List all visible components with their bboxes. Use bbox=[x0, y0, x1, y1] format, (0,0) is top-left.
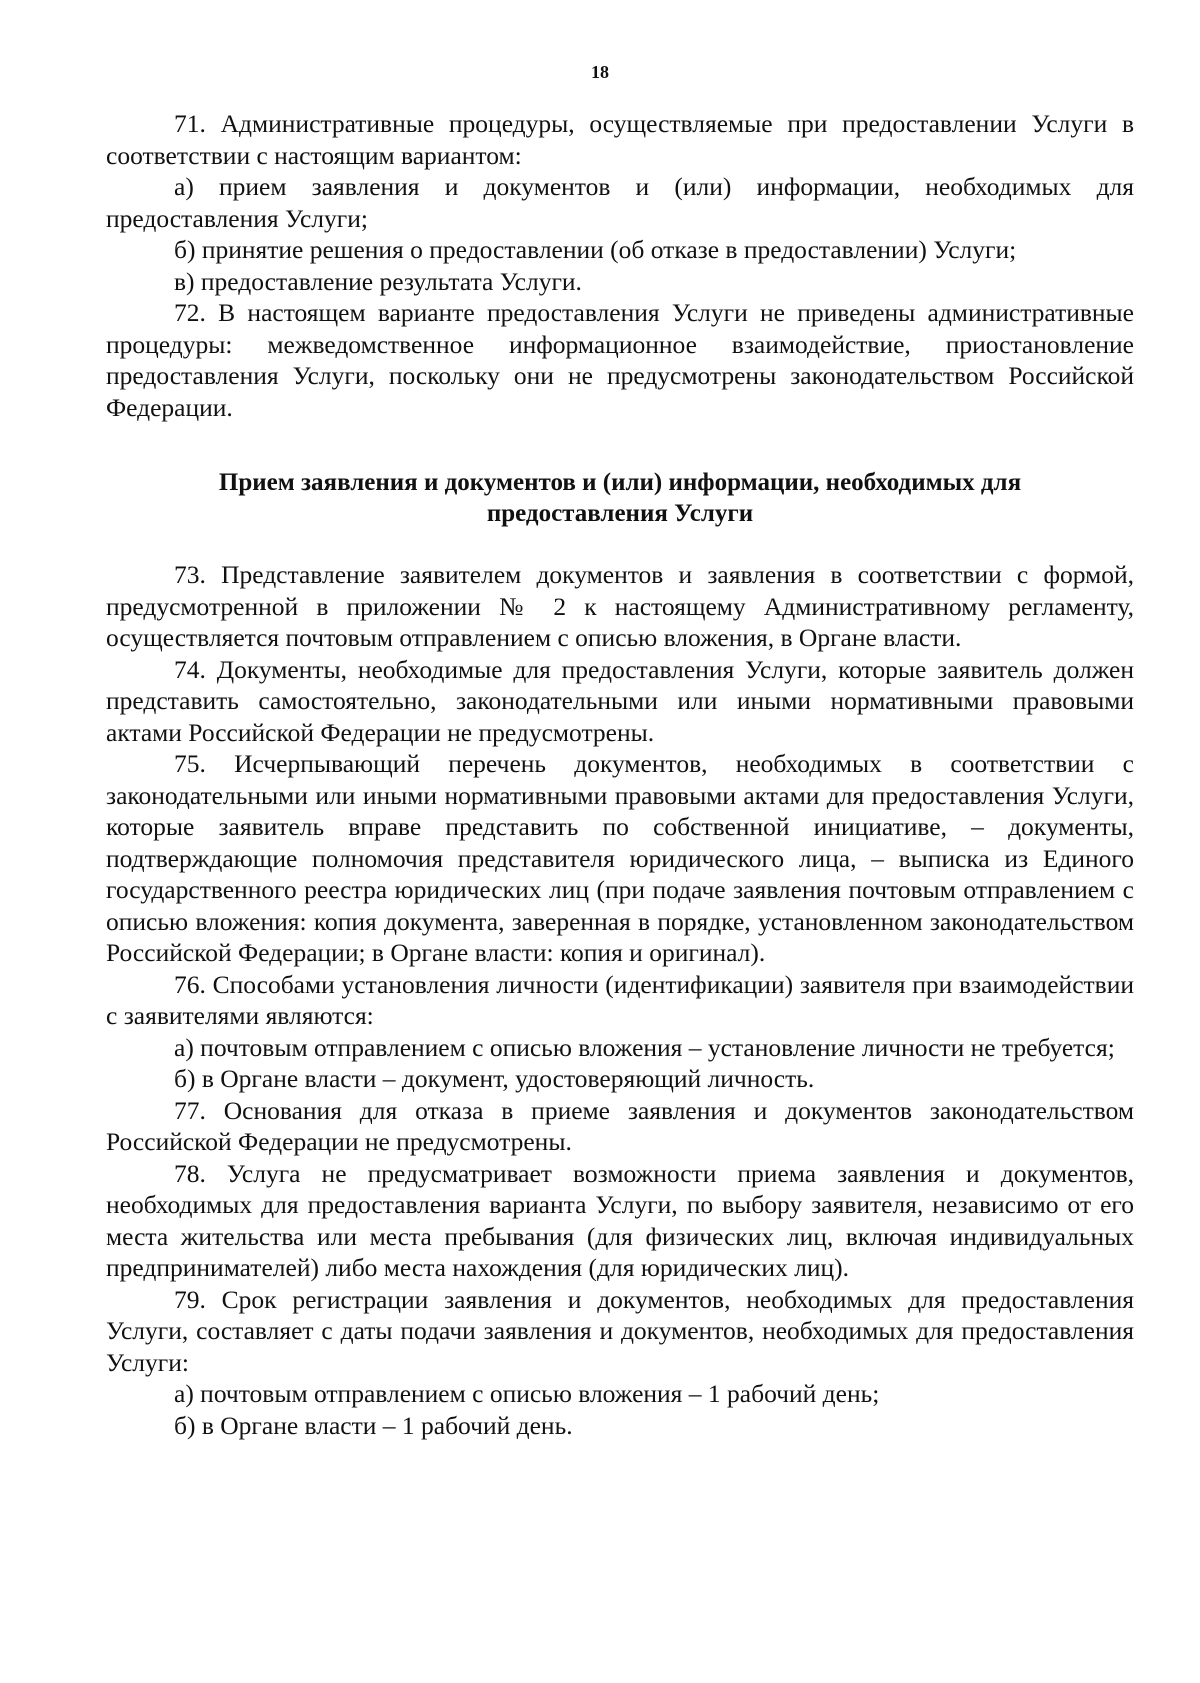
list-item-a: а) прием заявления и документов и (или) информации, необходимых для предоставления Услуги; bbox=[106, 172, 1134, 233]
paragraph-74: 74. Документы, необходимые для предоставления Услуги, которые заявитель должен представить самостоятельно, законодательными или иными нормативными правовыми актами Российской Федерации не предусмотрены. bbox=[106, 654, 1134, 747]
section-heading: Прием заявления и документов и (или) информации, необходимых для предоставления Услуги bbox=[218, 469, 1022, 527]
list-item-c: в) предоставление результата Услуги. bbox=[174, 266, 582, 296]
paragraph-72: 72. В настоящем варианте предоставления Услуги не приведены административные процедуры: межведомственное информационное взаимодействие, приостановление предоставления Услуги, поскольку они не предусмотрены законодательством Российской Федерации. bbox=[106, 298, 1134, 422]
paragraph-75: 75. Исчерпывающий перечень документов, необходимых в соответствии с законодательными или иными нормативными правовыми актами для предоставления Услуги, которые заявитель вправе представить по собственной инициативе, – документы, подтверждающие полномочия представителя юридического лица, – выписка из Единого государственного реестра юридических лиц (при подаче заявления почтовым отправлением с описью вложения: копия документа, заверенная в порядке, установленном законодательством Российской Федерации; в Органе власти: копия и оригинал). bbox=[106, 749, 1134, 967]
list-item-b: б) принятие решения о предоставлении (об отказе в предоставлении) Услуги; bbox=[174, 235, 1017, 264]
paragraph-77: 77. Основания для отказа в приеме заявления и документов законодательством Российской Федерации не предусмотрены. bbox=[106, 1095, 1134, 1156]
list-item-a: а) почтовым отправлением с описью вложения – 1 рабочий день; bbox=[174, 1379, 880, 1408]
paragraph-73: 73. Представление заявителем документов и заявления в соответствии с формой, предусмотренной в приложении № 2 к настоящему Административному регламенту, осуществляется почтовым отправлением с описью вложения, в Органе власти. bbox=[106, 560, 1134, 652]
list-item-a: а) почтовым отправлением с описью вложения – установление личности не требуется; bbox=[174, 1032, 1115, 1062]
list-item-b: б) в Органе власти – 1 рабочий день. bbox=[174, 1410, 573, 1440]
paragraph-71: 71. Административные процедуры, осуществляемые при предоставлении Услуги в соответствии с настоящим вариантом: bbox=[106, 109, 1134, 170]
document-body bbox=[106, 108, 1134, 1441]
page-number: 18 bbox=[591, 62, 609, 82]
paragraph-79: 79. Срок регистрации заявления и документов, необходимых для предоставления Услуги, составляет с даты подачи заявления и документов, необходимых для предоставления Услуги: bbox=[106, 1284, 1134, 1377]
paragraph-78: 78. Услуга не предусматривает возможности приема заявления и документов, необходимых для предоставления варианта Услуги, по выбору заявителя, независимо от его места жительства или места пребывания (для физических лиц, включая индивидуальных предпринимателей) либо места нахождения (для юридических лиц). bbox=[106, 1158, 1134, 1282]
paragraph-76: 76. Способами установления личности (идентификации) заявителя при взаимодействии с заявителями являются: bbox=[106, 969, 1134, 1030]
list-item-b: б) в Органе власти – документ, удостоверяющий личность. bbox=[174, 1064, 815, 1093]
